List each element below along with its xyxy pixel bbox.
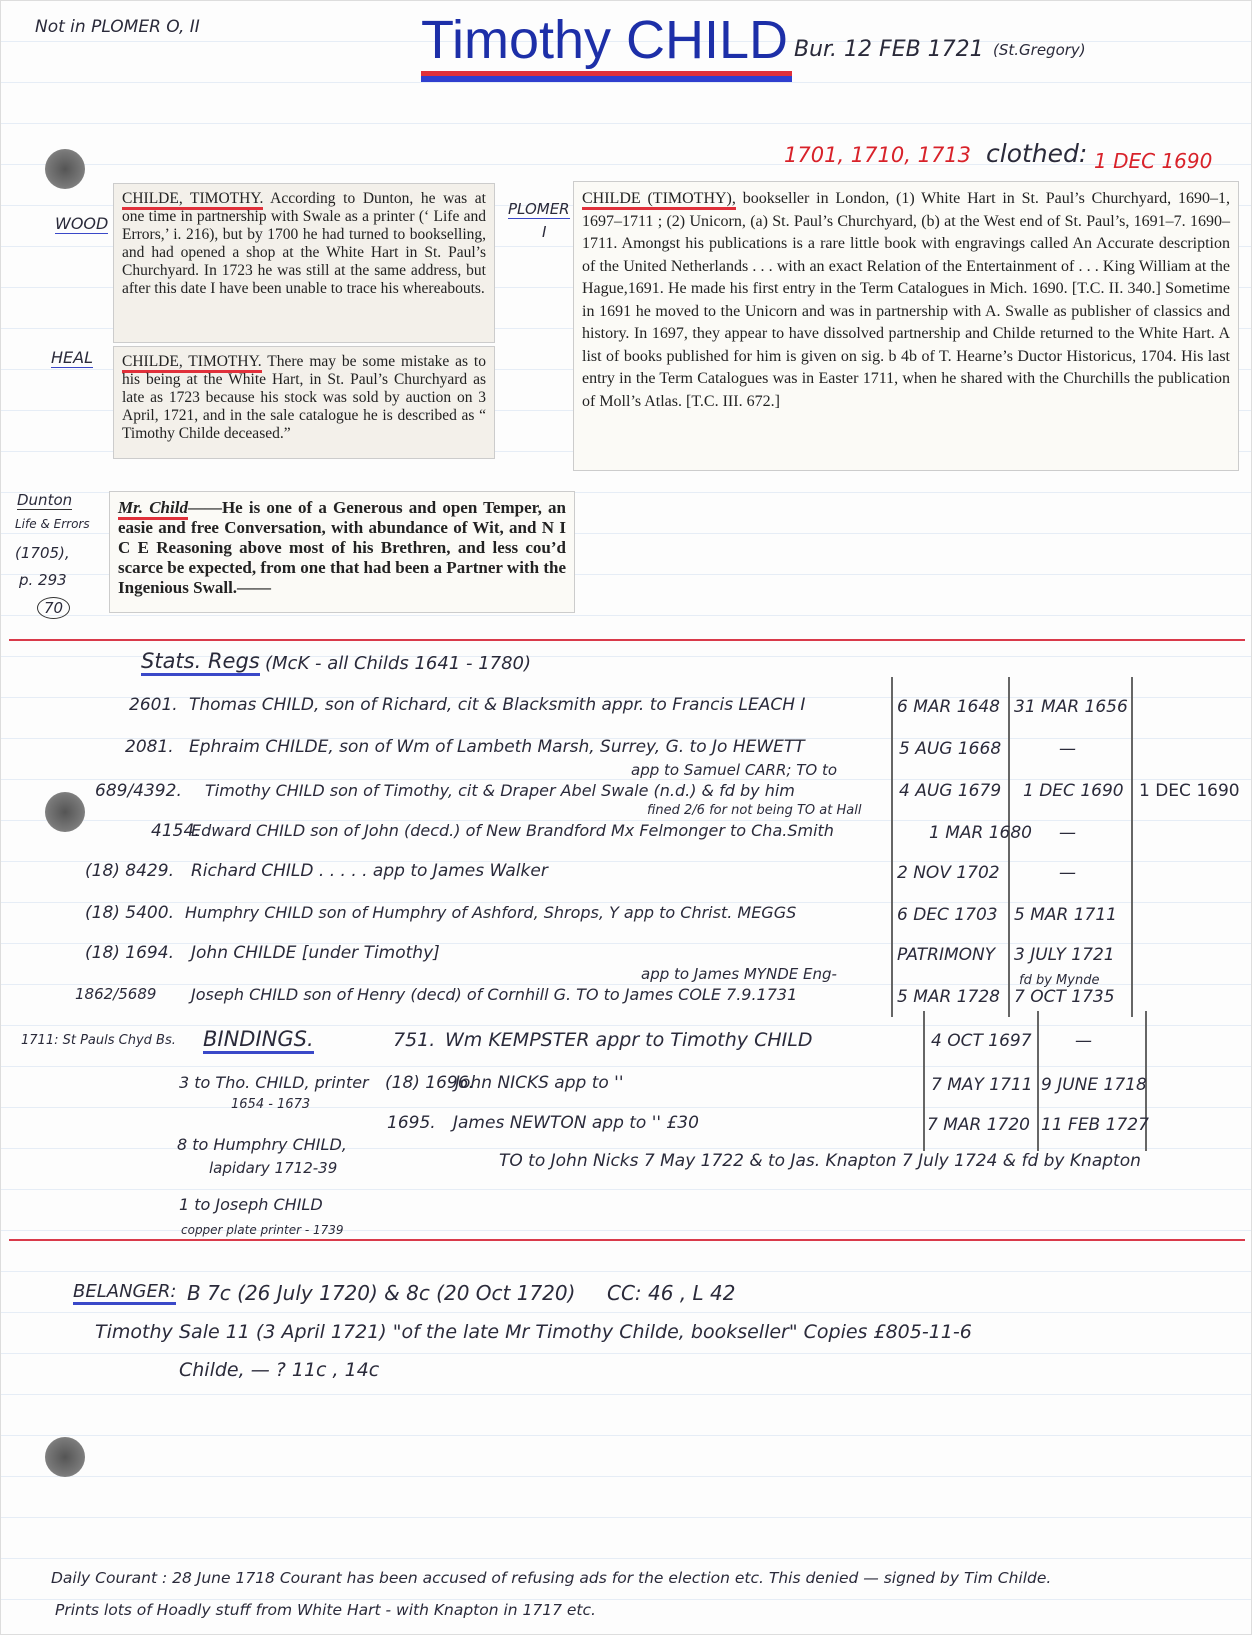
row-date-1: 2 NOV 1702 [897,863,1000,883]
dunton-clip-text: ——He is one of a Generous and open Temper, an easie and free Conversation, with abundance of Wit, and N I C E Reasoning above most of his Brethren, and less cou’d scarce be expected, from one that had been a Partner with the Ingenious Swall.—— [118,498,566,597]
ref-heal: HEAL [51,348,93,367]
row-date-2: — [1059,739,1076,759]
burial-place: (St.Gregory) [993,41,1086,59]
burial-date: Bur. 12 FEB 1721 [794,37,984,62]
belanger-line-2b: Sale 11 (3 April 1721) "of the late Mr Timothy Childe, bookseller" Copies £805-11-6 [179,1321,972,1343]
row-date-1: 7 MAY 1711 [931,1075,1033,1095]
divider-bottom [9,1239,1245,1241]
bindings-side-6: copper plate printer - 1739 [181,1223,344,1237]
ref-dunton-4: p. 293 [19,571,67,589]
row-num: (18) 1694. [85,943,174,963]
belanger-line-3: Childe, — ? 11c , 14c [179,1359,380,1381]
binder-hole-bottom [45,1437,85,1477]
bindings-side-5: 1 to Joseph CHILD [179,1195,323,1214]
row-text: Humphry CHILD son of Humphry of Ashford, Shrops, Y app to Christ. MEGGS [185,903,797,922]
row-text: James NEWTON app to '' £30 [453,1113,699,1133]
row-num: 2601. [129,695,178,715]
belanger-line-1: B 7c (26 July 1720) & 8c (20 Oct 1720) [187,1281,576,1305]
ref-plomer: PLOMER [508,200,570,218]
bindings-prefix: 1711: St Pauls Chyd Bs. [21,1033,176,1048]
dunton-clip-name: Mr. Child [118,498,188,520]
clothed-label: clothed: [986,139,1088,168]
row-date-2: 3 JULY 1721 [1014,945,1115,965]
bindings-side-4: lapidary 1712-39 [209,1159,338,1177]
row-date-1: 4 AUG 1679 [899,781,1002,801]
binder-hole-middle [45,792,85,832]
footer-line-1: Daily Courant : 28 June 1718 Courant has been accused of refusing ads for the election etc. This denied — signed by Tim Childe. [51,1569,1052,1587]
stats-note: (McK - all Childs 1641 - 1780) [265,653,532,674]
row-text: Edward CHILD son of John (decd.) of New Brandford Mx Felmonger to Cha.Smith [191,821,834,840]
row-date-2: 5 MAR 1711 [1014,905,1117,925]
divider-top [9,639,1245,641]
row-date-2: 1 DEC 1690 [1023,781,1124,801]
belanger-cc: CC: 46 , L 42 [607,1281,736,1305]
belanger-label: BELANGER: [73,1281,176,1305]
row-note: fined 2/6 for not being TO at Hall [647,803,862,818]
wood-clip-name: CHILDE, TIMOTHY. [122,190,263,210]
row-text: Joseph CHILD son of Henry (decd) of Cornhill G. TO to James COLE 7.9.1731 [191,985,798,1004]
row-date-2: 11 FEB 1727 [1041,1115,1149,1135]
ref-wood: WOOD [55,214,109,233]
row-num: (18) 1696. [385,1073,474,1093]
plomer-clipping [573,181,1239,471]
row-text: Thomas CHILD, son of Richard, cit & Blacksmith appr. to Francis LEACH I [189,695,806,715]
bindings-col-line-2 [1037,1011,1039,1151]
row-date-2: 9 JUNE 1718 [1041,1075,1147,1095]
row-date-1: 1 MAR 1680 [929,823,1032,843]
row-num: (18) 5400. [85,903,174,923]
row-text: Richard CHILD . . . . . app to James Walker [191,861,548,881]
wood-clip-text: According to Dunton, he was at one time in partnership with Swale as a printer (‘ Life and Errors,’ i. 216), but by 1700 he had turned to bookselling, and had opened a shop at the White Hart in St. Paul’s Churchyard. In 1723 he was still at the same address, but after this date I have been unable to trace his whereabouts. [122,190,486,297]
row-date-1: 5 MAR 1728 [897,987,1000,1007]
heal-clip-text: There may be some mistake as to his being at the White Hart, in St. Paul’s Churchyard as late as 1723 because his stock was sold by auction on 3 April, 1721, and in the sale catalogue he is described as “ Timothy Childe deceased.” [122,353,486,442]
row-num: 689/4392. [95,781,182,801]
heal-clipping [113,346,495,459]
row-num: (18) 8429. [85,861,174,881]
ref-dunton-2: Life & Errors [15,517,90,531]
bindings-heading: BINDINGS. [203,1027,314,1054]
row-date-1: 6 DEC 1703 [897,905,998,925]
plomer-clip-name: CHILDE (TIMOTHY), [582,190,736,210]
stats-heading: Stats. Regs [141,649,260,676]
ref-dunton-1: Dunton [17,491,73,509]
row-text: John NICKS app to '' [455,1073,624,1093]
row-clothed-flag: 1 DEC 1690 [1139,781,1240,801]
row-num: 1862/5689 [75,985,157,1003]
row-text: Ephraim CHILDE, son of Wm of Lambeth Marsh, Surrey, G. to Jo HEWETT [189,737,805,757]
row-num: 751. [393,1029,436,1051]
stats-col-line-3 [1131,677,1133,1017]
stats-col-line-2 [1008,677,1010,1017]
bindings-col-line-1 [923,1011,925,1151]
row-text: Wm KEMPSTER appr to Timothy CHILD [445,1029,813,1051]
freedom-years: 1701, 1710, 1713 [784,143,972,167]
row-num: 2081. [125,737,174,757]
row-date-2: — [1059,823,1076,843]
row-date-2: 31 MAR 1656 [1014,697,1128,717]
clothed-date: 1 DEC 1690 [1094,149,1213,173]
row-text: Timothy CHILD son of Timothy, cit & Draper Abel Swale (n.d.) & fd by him [205,781,795,800]
stats-col-line-1 [891,677,893,1017]
wood-clipping [113,183,495,343]
row-note: app to Samuel CARR; TO to [631,761,838,779]
row-note: fd by Mynde [1019,973,1100,988]
row-date-2: 7 OCT 1735 [1014,987,1115,1007]
ref-dunton-5: 70 [37,597,70,619]
row-note: app to James MYNDE Eng- [641,965,837,983]
bindings-side-1: 3 to Tho. CHILD, printer [179,1073,369,1092]
page-title: Timothy CHILD [421,9,792,76]
row-date-2: — [1059,863,1076,883]
not-in-note: Not in PLOMER O, II [35,17,200,37]
belanger-line-2a: Timothy [95,1321,173,1343]
row-date-1: PATRIMONY [897,945,996,965]
footer-line-2: Prints lots of Hoadly stuff from White Hart - with Knapton in 1717 etc. [55,1601,596,1619]
bindings-side-3: 8 to Humphry CHILD, [177,1135,347,1154]
row-date-1: 7 MAR 1720 [927,1115,1030,1135]
plomer-clip-text: bookseller in London, (1) White Hart in St. Paul’s Churchyard, 1690–1, 1697–1711 ; (2) Unicorn, (a) St. Paul’s Churchyard, (b) at the West end of St. Paul’s, 1691–7. 1690–1711. Amongst his publications is a rare little book with engravings called An Accurate description of the United Netherlands . . . with an exact Relation of the Entertainment of . . . King William at the Hague,1691. He made his first entry in the Term Catalogues in Mich. 1690. [T.C. II. 340.] Sometime in 1691 he moved to the Unicorn and was in partnership with A. Swalle as publisher of classics and history. In 1697, they appear to have dissolved partnership and Childe returned to the White Hart. A list of books published for him is given on sig. b 4b of T. Hearne’s Ductor Historicus, 1704. His last entry in the Term Catalogues was in Easter 1711, when he shared with the Churchills the publication of Moll’s Atlas. [T.C. III. 672.] [582,190,1230,410]
row-num: 4154. [151,821,200,841]
row-text: John CHILDE [under Timothy] [191,943,440,963]
row-date-1: 6 MAR 1648 [897,697,1000,717]
row-date-2: — [1075,1031,1092,1051]
row-date-1: 4 OCT 1697 [931,1031,1032,1051]
bindings-side-2: 1654 - 1673 [231,1097,311,1112]
heal-clip-name: CHILDE, TIMOTHY. [122,353,262,373]
row-num: 1695. [387,1113,436,1133]
bindings-to-note: TO to John Nicks 7 May 1722 & to Jas. Knapton 7 July 1724 & fd by Knapton [499,1151,1141,1171]
ref-dunton-3: (1705), [15,544,70,562]
row-date-1: 5 AUG 1668 [899,739,1002,759]
binder-hole-top [45,149,85,189]
dunton-clipping [109,491,575,613]
ref-plomer-vol: I [542,223,547,241]
